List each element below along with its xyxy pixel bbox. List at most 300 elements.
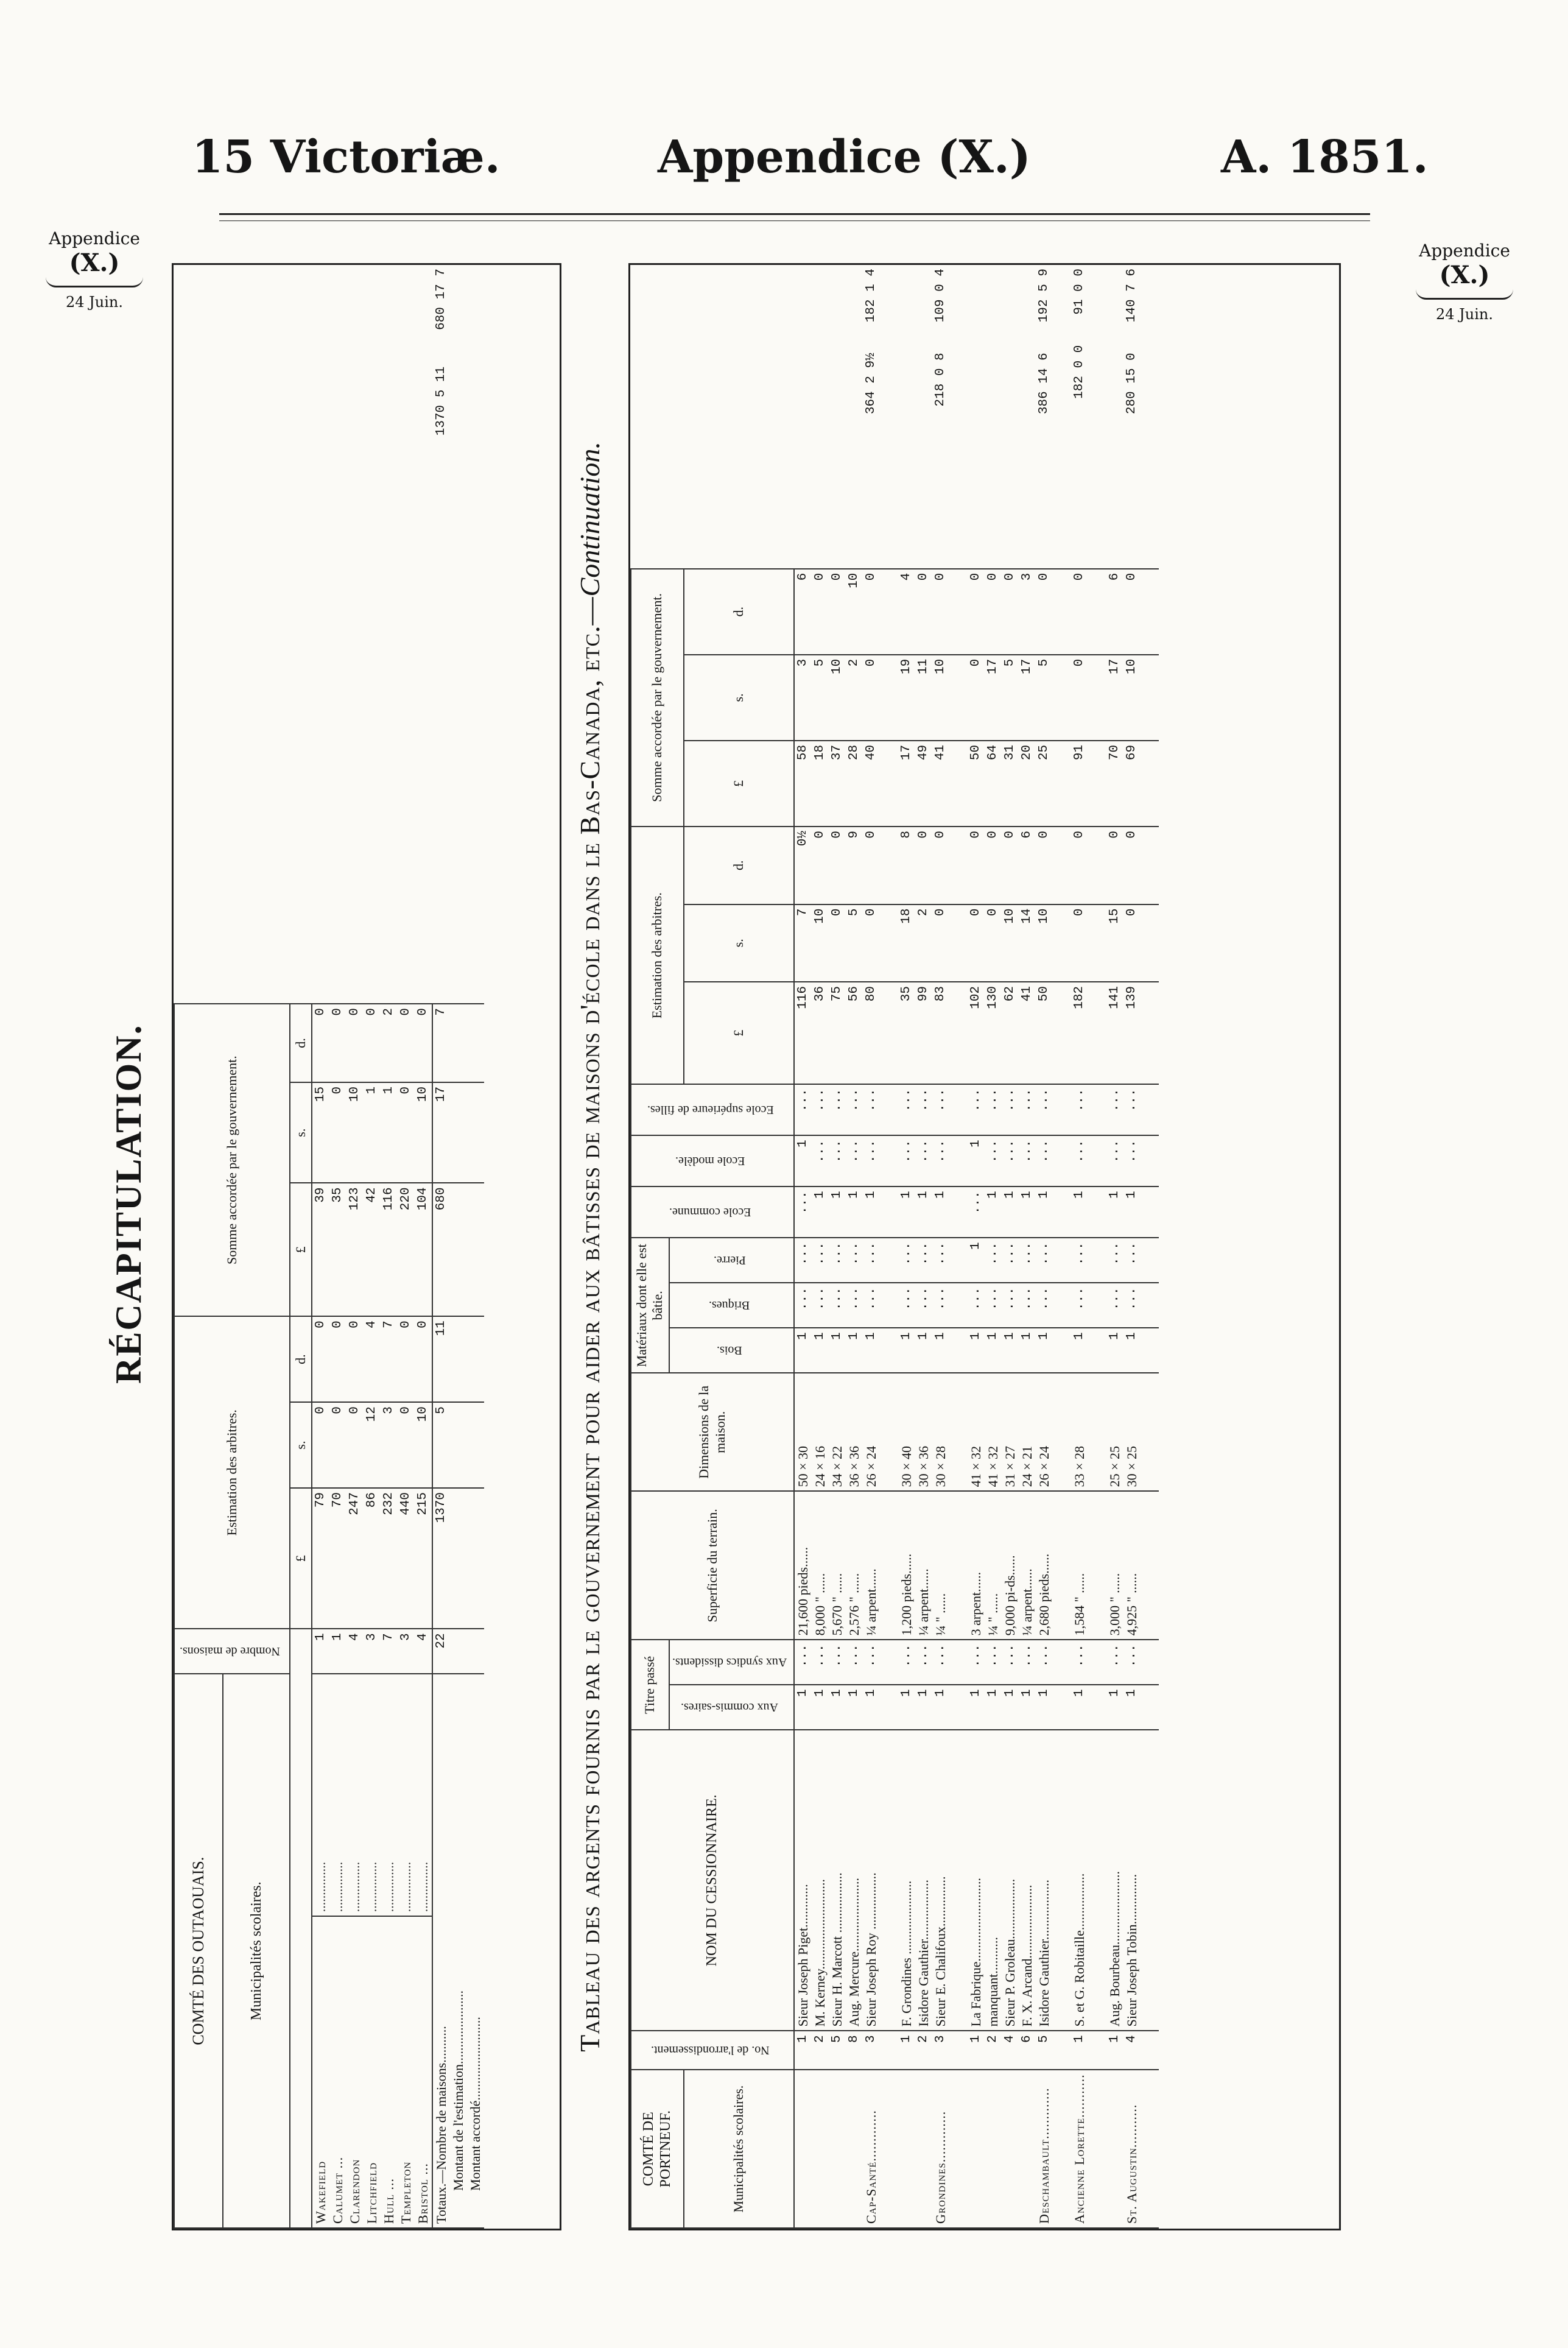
col-somme: Somme accordée par le gouvernement. bbox=[631, 569, 684, 827]
somme-value: 37 bbox=[829, 741, 846, 827]
gap-cell bbox=[1053, 1373, 1071, 1491]
superficie: 21,600 pieds...... bbox=[794, 1491, 812, 1640]
arrondissement-no: 2 bbox=[812, 2031, 829, 2070]
superficie: ¼ " ...... bbox=[985, 1491, 1002, 1640]
ecole-commune: 1 bbox=[1036, 1186, 1053, 1238]
estimation-value: 18 bbox=[898, 904, 915, 982]
gap-cell bbox=[880, 1238, 898, 1283]
somme-value: 10 bbox=[932, 655, 949, 741]
titre-commissaires: 1 bbox=[1036, 1685, 1053, 1730]
materiau-pierre: ... bbox=[1123, 1238, 1141, 1283]
recap-empty bbox=[467, 1402, 484, 1488]
dimensions: 26 × 24 bbox=[863, 1373, 880, 1491]
tableau-municipality bbox=[1019, 2070, 1036, 2228]
materiau-pierre: ... bbox=[1106, 1238, 1123, 1283]
recap-estimation-value: 3 bbox=[381, 1402, 398, 1488]
gap-cell bbox=[1141, 982, 1159, 1084]
gap-cell bbox=[949, 1640, 968, 1685]
recap-row bbox=[346, 265, 364, 2228]
tableau-row bbox=[932, 265, 949, 2228]
titre-commissaires: 1 bbox=[812, 1685, 829, 1730]
gap-cell bbox=[880, 1640, 898, 1685]
recap-unit: £ bbox=[290, 1488, 312, 1629]
arrondissement-no: 1 bbox=[1106, 2031, 1123, 2070]
recap-municipality: Templeton bbox=[398, 1916, 415, 2228]
tableau-municipality: Deschambault............. bbox=[1036, 2070, 1053, 2228]
somme-value: 5 bbox=[1036, 655, 1053, 741]
titre-syndics: ... bbox=[1071, 1640, 1088, 1685]
header-appendix: Appendice (X.) bbox=[658, 131, 1031, 183]
titre-syndics: ... bbox=[968, 1640, 985, 1685]
group-total-estimation: 182 0 0 bbox=[1072, 345, 1086, 399]
tableau-municipality bbox=[915, 2070, 932, 2228]
somme-value: 31 bbox=[1002, 741, 1019, 827]
gap-cell bbox=[949, 569, 968, 655]
gap-cell bbox=[949, 827, 968, 904]
materiau-bois: 1 bbox=[846, 1328, 863, 1373]
gap-cell bbox=[949, 655, 968, 741]
recap-estimation-value: 247 bbox=[346, 1488, 364, 1629]
recap-empty bbox=[450, 1004, 467, 1082]
somme-value: 17 bbox=[898, 741, 915, 827]
materiau-pierre: ... bbox=[932, 1238, 949, 1283]
recap-somme-value: 0 bbox=[329, 1004, 346, 1082]
gap-cell bbox=[1088, 2070, 1106, 2228]
tableau-row bbox=[812, 265, 829, 2228]
cessionnaire-name: Sieur Joseph Piget............. bbox=[794, 1730, 812, 2031]
recap-somme-value: 39 bbox=[312, 1183, 329, 1316]
gap-cell bbox=[1141, 655, 1159, 741]
group-totals bbox=[968, 265, 985, 569]
ecole-commune: 1 bbox=[829, 1186, 846, 1238]
ecole-superieure: ... bbox=[1002, 1084, 1019, 1135]
materiau-pierre: ... bbox=[985, 1238, 1002, 1283]
superficie: 2,680 pieds...... bbox=[1036, 1491, 1053, 1640]
group-totals bbox=[794, 265, 812, 569]
recap-spacer bbox=[329, 265, 346, 1004]
ecole-superieure: ... bbox=[1019, 1084, 1036, 1135]
recap-municipality: Litchfield bbox=[364, 1916, 381, 2228]
tableau-municipality bbox=[846, 2070, 863, 2228]
gap-cell bbox=[1088, 1685, 1106, 1730]
cessionnaire-name: M. Kerney........................... bbox=[812, 1730, 829, 2031]
materiau-briques: ... bbox=[968, 1283, 985, 1328]
group-total-estimation: 218 0 8 bbox=[933, 353, 947, 407]
estimation-value: 14 bbox=[1019, 904, 1036, 982]
titre-commissaires: 1 bbox=[846, 1685, 863, 1730]
ecole-superieure: ... bbox=[812, 1084, 829, 1135]
materiau-pierre: ... bbox=[1036, 1238, 1053, 1283]
materiau-briques: ... bbox=[1123, 1283, 1141, 1328]
titre-commissaires: 1 bbox=[863, 1685, 880, 1730]
gap-cell bbox=[1088, 1730, 1106, 2031]
gap-cell bbox=[1088, 265, 1106, 569]
group-gap bbox=[1088, 265, 1106, 2228]
recap-row bbox=[381, 265, 398, 2228]
titre-commissaires: 1 bbox=[985, 1685, 1002, 1730]
gap-cell bbox=[880, 827, 898, 904]
recap-dots: ............... bbox=[312, 1674, 329, 1916]
recap-somme-value: 0 bbox=[415, 1004, 432, 1082]
tableau-unit: £ bbox=[684, 982, 794, 1084]
gap-cell bbox=[880, 982, 898, 1084]
ecole-commune: 1 bbox=[863, 1186, 880, 1238]
ecole-commune: 1 bbox=[915, 1186, 932, 1238]
materiau-bois: 1 bbox=[829, 1328, 846, 1373]
recap-nombre: 3 bbox=[398, 1629, 415, 1674]
tableau-row bbox=[1036, 265, 1053, 2228]
recap-municipality: Clarendon bbox=[346, 1916, 364, 2228]
gap-cell bbox=[1141, 741, 1159, 827]
somme-value: 0 bbox=[968, 569, 985, 655]
somme-value: 3 bbox=[794, 655, 812, 741]
gap-cell bbox=[1141, 569, 1159, 655]
gap-cell bbox=[1088, 1328, 1106, 1373]
ecole-superieure: ... bbox=[898, 1084, 915, 1135]
somme-value: 3 bbox=[1019, 569, 1036, 655]
titre-syndics: ... bbox=[863, 1640, 880, 1685]
materiau-bois: 1 bbox=[1071, 1328, 1088, 1373]
arrondissement-no: 5 bbox=[829, 2031, 846, 2070]
superficie: 3,000 " ...... bbox=[1106, 1491, 1123, 1640]
titre-syndics: ... bbox=[915, 1640, 932, 1685]
ecole-modele: ... bbox=[829, 1135, 846, 1186]
cessionnaire-name: Sieur H. Marcott .................. bbox=[829, 1730, 846, 2031]
titre-commissaires: 1 bbox=[1019, 1685, 1036, 1730]
tableau-municipality bbox=[1106, 2070, 1123, 2228]
tableau-municipality: Grondines............. bbox=[932, 2070, 949, 2228]
recap-dots: ............... bbox=[346, 1674, 364, 1916]
estimation-value: 35 bbox=[898, 982, 915, 1084]
tableau-municipality bbox=[898, 2070, 915, 2228]
gap-cell bbox=[1141, 2070, 1159, 2228]
gap-cell bbox=[1088, 741, 1106, 827]
estimation-value: 0 bbox=[1036, 827, 1053, 904]
dimensions: 36 × 36 bbox=[846, 1373, 863, 1491]
recap-estimation-value: 86 bbox=[364, 1488, 381, 1629]
cessionnaire-name: Sieur P. Groleau.................. bbox=[1002, 1730, 1019, 2031]
materiau-pierre: ... bbox=[1002, 1238, 1019, 1283]
gap-cell bbox=[1053, 1491, 1071, 1640]
recap-municipality: Calumet ... bbox=[329, 1916, 346, 2228]
recap-municipality: Wakefield bbox=[312, 1916, 329, 2228]
materiau-bois: 1 bbox=[1106, 1328, 1123, 1373]
estimation-value: 9 bbox=[846, 827, 863, 904]
estimation-value: 141 bbox=[1106, 982, 1123, 1084]
dimensions: 25 × 25 bbox=[1106, 1373, 1123, 1491]
recap-total-estimation: 1370 bbox=[432, 1488, 450, 1629]
tableau-municipality: Cap-Santé............. bbox=[863, 2070, 880, 2228]
gap-cell bbox=[880, 1186, 898, 1238]
recap-montant-estimation: Montant de l'estimation...................... bbox=[450, 1674, 467, 2228]
arrondissement-no: 8 bbox=[846, 2031, 863, 2070]
recap-unit: s. bbox=[290, 1402, 312, 1488]
superficie: ¼ arpent...... bbox=[915, 1491, 932, 1640]
group-totals bbox=[1071, 265, 1088, 569]
recap-dots: ............... bbox=[381, 1674, 398, 1916]
cessionnaire-name: S. et G. Robitaille................. bbox=[1071, 1730, 1088, 2031]
group-total-somme: 91 0 0 bbox=[1072, 269, 1086, 315]
gap-cell bbox=[949, 1135, 968, 1186]
group-totals bbox=[915, 265, 932, 569]
somme-value: 17 bbox=[1106, 655, 1123, 741]
margin-brace bbox=[46, 277, 143, 287]
tableau-unit: £ bbox=[684, 741, 794, 827]
recap-empty bbox=[467, 1004, 484, 1082]
estimation-value: 0½ bbox=[794, 827, 812, 904]
materiau-bois: 1 bbox=[915, 1328, 932, 1373]
gap-cell bbox=[1053, 569, 1071, 655]
gap-cell bbox=[1088, 1491, 1106, 1640]
estimation-value: 0 bbox=[863, 904, 880, 982]
gap-cell bbox=[1053, 741, 1071, 827]
arrondissement-no: 3 bbox=[863, 2031, 880, 2070]
col-titre-syndics: Aux syndics dissidents. bbox=[669, 1640, 794, 1685]
group-totals bbox=[863, 265, 880, 569]
ecole-modele: ... bbox=[1002, 1135, 1019, 1186]
recap-montant-row bbox=[450, 265, 467, 2228]
materiau-pierre: ... bbox=[1019, 1238, 1036, 1283]
recap-somme-value: 0 bbox=[312, 1004, 329, 1082]
materiau-bois: 1 bbox=[1123, 1328, 1141, 1373]
superficie: ¼ arpent...... bbox=[863, 1491, 880, 1640]
col-estimation: Estimation des arbitres. bbox=[631, 827, 684, 1084]
materiau-briques: ... bbox=[1002, 1283, 1019, 1328]
recap-empty bbox=[450, 1316, 467, 1402]
materiau-pierre: ... bbox=[794, 1238, 812, 1283]
somme-value: 10 bbox=[829, 655, 846, 741]
gap-cell bbox=[1053, 265, 1071, 569]
superficie: 3 arpent...... bbox=[968, 1491, 985, 1640]
somme-value: 6 bbox=[794, 569, 812, 655]
materiau-bois: 1 bbox=[794, 1328, 812, 1373]
cessionnaire-name: Aug. Mercure...................... bbox=[846, 1730, 863, 2031]
recap-dots: ............... bbox=[329, 1674, 346, 1916]
somme-value: 18 bbox=[812, 741, 829, 827]
gap-cell bbox=[1141, 827, 1159, 904]
recap-empty bbox=[450, 265, 467, 1004]
gap-cell bbox=[1053, 982, 1071, 1084]
materiau-bois: 1 bbox=[985, 1328, 1002, 1373]
estimation-value: 10 bbox=[1002, 904, 1019, 982]
titre-commissaires: 1 bbox=[1123, 1685, 1141, 1730]
tableau-row bbox=[829, 265, 846, 2228]
gap-cell bbox=[1141, 1640, 1159, 1685]
dimensions: 41 × 32 bbox=[968, 1373, 985, 1491]
gap-cell bbox=[1141, 265, 1159, 569]
recap-county: COMTÉ DES OUTAOUAIS. bbox=[174, 1674, 223, 2228]
titre-commissaires: 1 bbox=[794, 1685, 812, 1730]
tableau-municipality: St. Augustin........... bbox=[1123, 2070, 1141, 2228]
materiau-bois: 1 bbox=[932, 1328, 949, 1373]
recap-somme-value: 35 bbox=[329, 1183, 346, 1316]
recap-dots: ............... bbox=[415, 1674, 432, 1916]
ecole-commune: 1 bbox=[985, 1186, 1002, 1238]
cessionnaire-name: Isidore Gauthier.................. bbox=[1036, 1730, 1053, 2031]
estimation-value: 0 bbox=[1106, 827, 1123, 904]
cessionnaire-name: Aug. Bourbeau...................... bbox=[1106, 1730, 1123, 2031]
estimation-value: 7 bbox=[794, 904, 812, 982]
recap-estimation-value: 0 bbox=[329, 1402, 346, 1488]
gap-cell bbox=[1088, 1373, 1106, 1491]
superficie: 1,584 " ...... bbox=[1071, 1491, 1088, 1640]
cessionnaire-name: F. X. Arcand...................... bbox=[1019, 1730, 1036, 2031]
somme-value: 10 bbox=[1123, 655, 1141, 741]
recap-somme-value: 0 bbox=[364, 1004, 381, 1082]
recap-final-values bbox=[432, 265, 450, 1004]
recap-row bbox=[312, 265, 329, 2228]
arrondissement-no: 4 bbox=[1123, 2031, 1141, 2070]
margin-brace bbox=[1416, 289, 1513, 300]
somme-value: 28 bbox=[846, 741, 863, 827]
ecole-modele: ... bbox=[1071, 1135, 1088, 1186]
ecole-superieure: ... bbox=[932, 1084, 949, 1135]
gap-cell bbox=[1141, 1730, 1159, 2031]
ecole-commune: ... bbox=[968, 1186, 985, 1238]
gap-cell bbox=[1088, 827, 1106, 904]
estimation-value: 10 bbox=[812, 904, 829, 982]
col-dimensions: Dimensions de la maison. bbox=[631, 1373, 794, 1491]
materiau-pierre: ... bbox=[829, 1238, 846, 1283]
group-total-somme: 192 5 9 bbox=[1036, 269, 1051, 323]
header-rule-thin bbox=[219, 220, 1370, 221]
estimation-value: 75 bbox=[829, 982, 846, 1084]
gap-cell bbox=[1141, 904, 1159, 982]
ecole-superieure: ... bbox=[863, 1084, 880, 1135]
materiau-briques: ... bbox=[846, 1283, 863, 1328]
recap-unit: d. bbox=[290, 1316, 312, 1402]
titre-syndics: ... bbox=[829, 1640, 846, 1685]
recap-row bbox=[415, 265, 432, 2228]
recap-total-estimation: 5 bbox=[432, 1402, 450, 1488]
ecole-commune: 1 bbox=[846, 1186, 863, 1238]
ecole-superieure: ... bbox=[1123, 1084, 1141, 1135]
somme-value: 40 bbox=[863, 741, 880, 827]
estimation-value: 0 bbox=[1123, 827, 1141, 904]
recap-totals-label: Totaux.—Nombre de maisons........... bbox=[432, 1674, 450, 2228]
rotated-content bbox=[108, 263, 1341, 2230]
recap-empty bbox=[467, 1629, 484, 1674]
recap-empty bbox=[450, 1488, 467, 1629]
ecole-modele: ... bbox=[812, 1135, 829, 1186]
tableau-municipality bbox=[968, 2070, 985, 2228]
somme-value: 49 bbox=[915, 741, 932, 827]
gap-cell bbox=[949, 1084, 968, 1135]
col-no: No. de l'arrondissement. bbox=[631, 2031, 794, 2070]
recap-estimation-value: 0 bbox=[329, 1316, 346, 1402]
gap-cell bbox=[880, 1135, 898, 1186]
somme-value: 0 bbox=[915, 569, 932, 655]
tableau-unit: d. bbox=[684, 569, 794, 655]
gap-cell bbox=[880, 569, 898, 655]
gap-cell bbox=[949, 1186, 968, 1238]
ecole-superieure: ... bbox=[915, 1084, 932, 1135]
gap-cell bbox=[880, 904, 898, 982]
somme-value: 50 bbox=[968, 741, 985, 827]
gap-cell bbox=[949, 982, 968, 1084]
gap-cell bbox=[949, 904, 968, 982]
tableau-row bbox=[968, 265, 985, 2228]
recap-spacer bbox=[346, 265, 364, 1004]
estimation-value: 0 bbox=[968, 827, 985, 904]
group-totals bbox=[846, 265, 863, 569]
recap-estimation-value: 0 bbox=[398, 1316, 415, 1402]
recap-estimation-value: 0 bbox=[346, 1402, 364, 1488]
recap-spacer bbox=[364, 265, 381, 1004]
group-totals bbox=[1106, 265, 1123, 569]
titre-commissaires: 1 bbox=[829, 1685, 846, 1730]
col-superficie: Superficie du terrain. bbox=[631, 1491, 794, 1640]
recap-empty bbox=[450, 1082, 467, 1183]
somme-value: 0 bbox=[1002, 569, 1019, 655]
materiau-bois: 1 bbox=[1019, 1328, 1036, 1373]
gap-cell bbox=[949, 2070, 968, 2228]
group-gap bbox=[949, 265, 968, 2228]
ecole-modele: ... bbox=[915, 1135, 932, 1186]
margin-date: 24 Juin. bbox=[65, 294, 123, 311]
estimation-value: 0 bbox=[985, 904, 1002, 982]
somme-value: 41 bbox=[932, 741, 949, 827]
gap-cell bbox=[949, 741, 968, 827]
recap-estimation-value: 79 bbox=[312, 1488, 329, 1629]
somme-value: 0 bbox=[932, 569, 949, 655]
tableau-row bbox=[846, 265, 863, 2228]
recap-col-municip: Municipalités scolaires. bbox=[223, 1674, 290, 2228]
ecole-superieure: ... bbox=[1036, 1084, 1053, 1135]
dimensions: 30 × 28 bbox=[932, 1373, 949, 1491]
recap-title: RÉCAPITULATION. bbox=[108, 1024, 149, 1384]
estimation-value: 0 bbox=[829, 904, 846, 982]
margin-mark: (X.) bbox=[1439, 261, 1490, 289]
recap-municipality: Bristol ... bbox=[415, 1916, 432, 2228]
gap-cell bbox=[1053, 1084, 1071, 1135]
recap-empty bbox=[467, 1316, 484, 1402]
ecole-modele: ... bbox=[932, 1135, 949, 1186]
recap-unit: s. bbox=[290, 1082, 312, 1183]
somme-value: 0 bbox=[1123, 569, 1141, 655]
arrondissement-no: 1 bbox=[794, 2031, 812, 2070]
dimensions: 33 × 28 bbox=[1071, 1373, 1088, 1491]
materiau-bois: 1 bbox=[1036, 1328, 1053, 1373]
tableau-row bbox=[1071, 265, 1088, 2228]
estimation-value: 15 bbox=[1106, 904, 1123, 982]
group-totals bbox=[898, 265, 915, 569]
margin-mark: (X.) bbox=[69, 249, 120, 277]
estimation-value: 99 bbox=[915, 982, 932, 1084]
gap-cell bbox=[880, 1685, 898, 1730]
tableau-row bbox=[915, 265, 932, 2228]
col-materiaux: Matériaux dont elle est bâtie. bbox=[631, 1238, 669, 1373]
materiau-briques: ... bbox=[1071, 1283, 1088, 1328]
ecole-superieure: ... bbox=[794, 1084, 812, 1135]
materiau-bois: 1 bbox=[863, 1328, 880, 1373]
col-ecole-superieure: Ecole supérieure de filles. bbox=[631, 1084, 794, 1135]
recap-final-estimation: 1370 5 11 bbox=[434, 366, 448, 436]
titre-commissaires: 1 bbox=[932, 1685, 949, 1730]
estimation-value: 182 bbox=[1071, 982, 1088, 1084]
gap-cell bbox=[1141, 1238, 1159, 1283]
gap-cell bbox=[1141, 1283, 1159, 1328]
ecole-modele: 1 bbox=[968, 1135, 985, 1186]
gap-cell bbox=[1088, 1084, 1106, 1135]
estimation-value: 0 bbox=[863, 827, 880, 904]
titre-commissaires: 1 bbox=[968, 1685, 985, 1730]
margin-appendix: Appendice bbox=[1419, 241, 1510, 261]
recap-dots: ............... bbox=[398, 1674, 415, 1916]
group-gap bbox=[1141, 265, 1159, 2228]
estimation-value: 80 bbox=[863, 982, 880, 1084]
group-totals bbox=[1123, 265, 1141, 569]
